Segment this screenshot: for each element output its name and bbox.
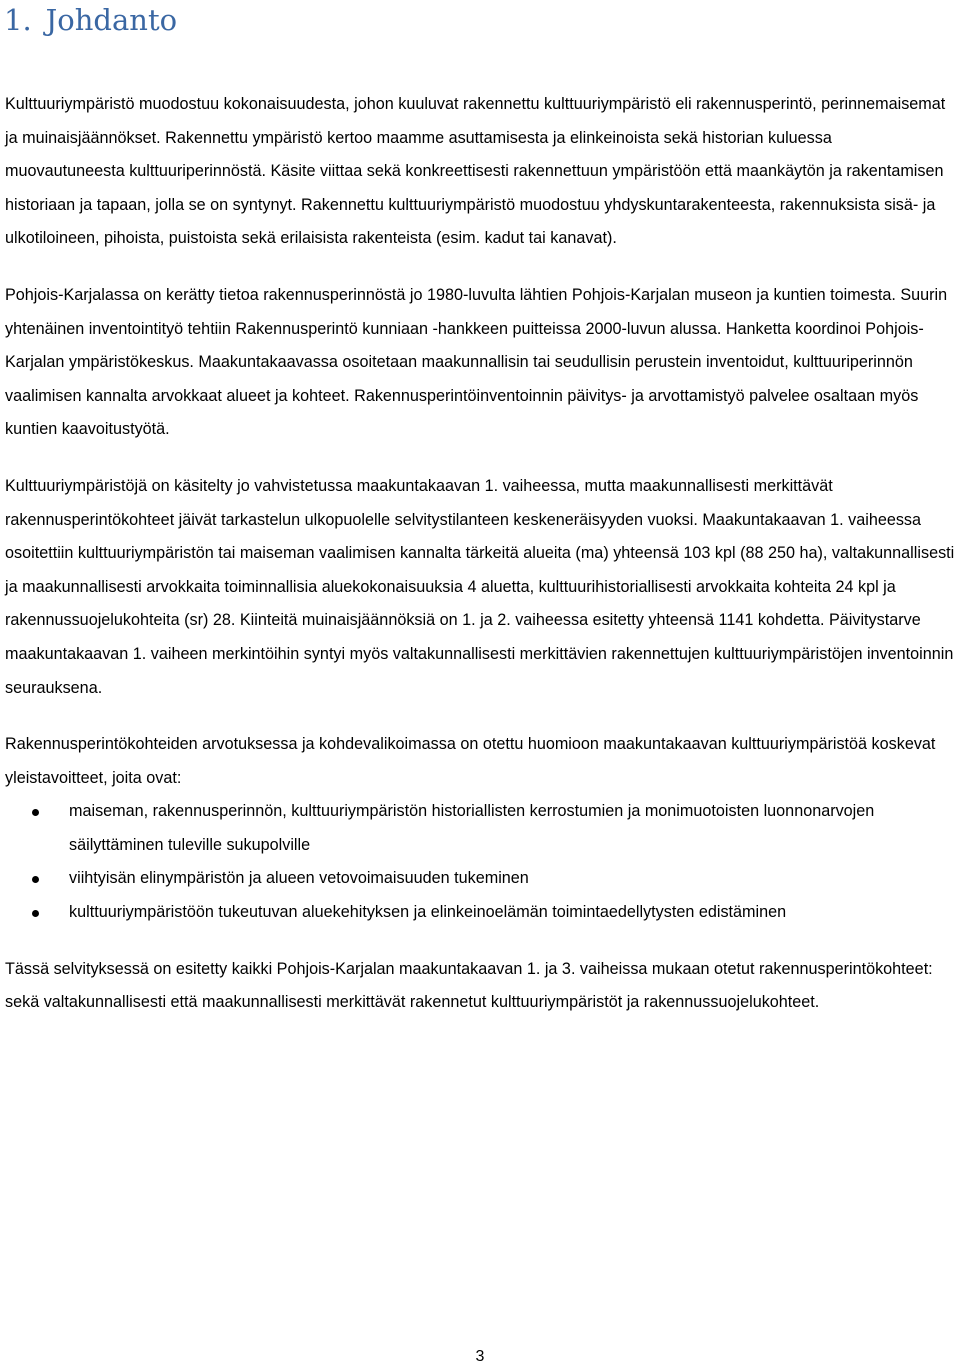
heading-title: Johdanto: [45, 3, 178, 37]
list-item: [5, 862, 955, 896]
list-item-text: kulttuuriympäristöön tukeutuvan aluekehityksen ja elinkeinoelämän toimintaedellytysten edistäminen: [69, 903, 787, 922]
list-item: [5, 795, 955, 862]
paragraph-closing: Tässä selvityksessä on esitetty kaikki Pohjois-Karjalan maakuntakaavan 1. ja 3. vaiheissa mukaan otetut rakennusperintökohteet: sekä valtakunnallisesti että maakunnallisesti merkittävät rakennetut kulttuuriympäristöt ja rakennussuojelukohteet.: [5, 959, 933, 1012]
page-number: 3: [475, 1348, 485, 1365]
list-item-text: maiseman, rakennusperinnön, kulttuuriympäristön historiallisten kerrostumien ja monimuotoisten luonnonarvojen säilyttäminen tuleville sukupolville: [69, 802, 875, 854]
list-item-text: viihtyisän elinympäristön ja alueen vetovoimaisuuden tukeminen: [69, 869, 529, 888]
bullet-icon: [32, 910, 39, 917]
heading-number: 1.: [4, 3, 32, 37]
bullet-icon: [32, 876, 39, 883]
paragraph-regional-plan: Kulttuuriympäristöjä on käsitelty jo vahvistetussa maakuntakaavan 1. vaiheessa, mutta maakunnallisesti merkittävät rakennusperintökohteet jäivät tarkastelun ulkopuolelle selvitystilanteen keskeneräisyyden vuoksi. Maakuntakaavan 1. vaiheessa osoitettiin kulttuuriympäristön tai maiseman vaalimisen kannalta tärkeitä alueita (ma) yhteensä 103 kpl (88 250 ha), valtakunnallisesti ja maakunnallisesti arvokkaita toiminnallisia aluekokonaisuuksia 4 aluetta, kulttuurihistoriallisesti arvokkaita kohteita 24 kpl ja rakennussuojelukohteita (sr) 28. Kiinteitä muinaisjäännöksiä on 1. ja 2. vaiheessa esitetty yhteensä 1141 kohdetta. Päivitystarve maakuntakaavan 1. vaiheen merkintöihin syntyi myös valtakunnallisesti merkittävien rakennettujen kulttuuriympäristöjen inventoinnin seurauksena.: [5, 476, 955, 697]
list-item: [5, 896, 955, 930]
objectives-list: [5, 795, 955, 929]
bullet-icon: [32, 809, 39, 816]
page-heading: [4, 0, 177, 40]
paragraph-objectives-intro: Rakennusperintökohteiden arvotuksessa ja kohdevalikoimassa on otettu huomioon maakuntakaavan kulttuuriympäristöä koskevat yleistavoitteet, joita ovat:: [5, 735, 936, 787]
paragraph-north-karelia-inventory: Pohjois-Karjalassa on kerätty tietoa rakennusperinnöstä jo 1980-luvulta lähtien Pohjois-Karjalan museon ja kuntien toimesta. Suurin yhtenäinen inventointityö tehtiin Rakennusperintö kunniaan -hankkeen puitteissa 2000-luvun alussa. Hanketta koordinoi Pohjois-Karjalan ympäristökeskus. Maakuntakaavassa osoitetaan maakunnallisin tai seudullisin perustein inventoidut, kulttuuriperinnön vaalimisen kannalta arvokkaat alueet ja kohteet. Rakennusperintöinventoinnin päivitys- ja arvottamistyö palvelee osaltaan myös kuntien kaavoitustyötä.: [5, 285, 948, 439]
document-body: [5, 88, 955, 1043]
paragraph-cultural-environment: Kulttuuriympäristö muodostuu kokonaisuudesta, johon kuuluvat rakennettu kulttuuriympäristö eli rakennusperintö, perinnemaisemat ja muinaisjäännökset. Rakennettu ympäristö kertoo maamme asuttamisesta ja elinkeinoista sekä historian kuluessa muovautuneesta kulttuuriperinnöstä. Käsite viittaa sekä konkreettisesti rakennettuun ympäristöön että maankäytön ja rakentamisen historiaan ja tapaan, jolla se on syntynyt. Rakennettu kulttuuriympäristö muodostuu yhdyskuntarakenteesta, rakennuksista sisä- ja ulkotiloineen, pihoista, puistoista sekä erilaisista rakenteista (esim. kadut tai kanavat).: [5, 95, 946, 248]
